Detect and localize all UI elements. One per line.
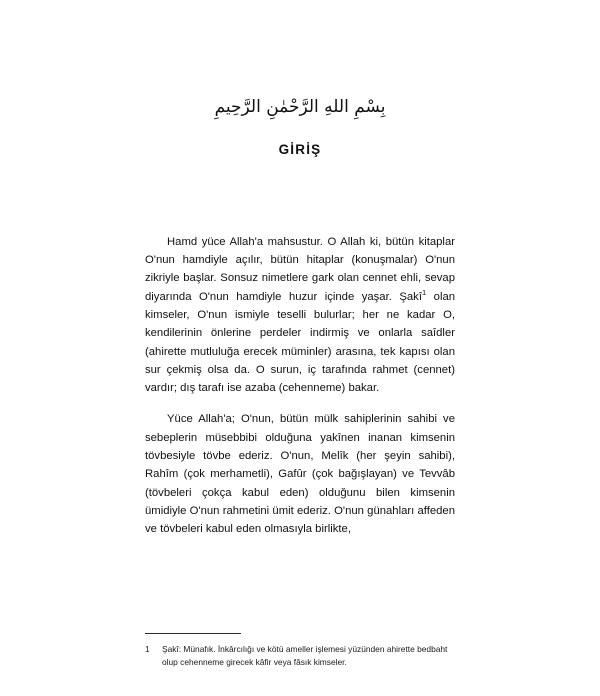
document-page [0, 96, 600, 696]
footnote-marker[interactable]: 1 [421, 287, 427, 297]
paragraph-text-cont: olan kimseler, O'nun ismiyle teselli bulurlar; her ne kadar O, kendilerinin önlerine perdeler indirmiş ve onlarla saîdler (ahirette mutluluğa erecek müminler) arasına, tek kapısı olan sur çekmiş olsa da. O surun, iç tarafında rahmet (cennet) vardır; dış tarafı ise azaba (cehenneme) bakar. [145, 290, 456, 395]
chapter-title: GİRİŞ [278, 141, 322, 157]
paragraph-text: Yüce Allah'a; O'nun, bütün mülk sahiplerinin sahibi ve sebeplerin müsebbibi olduğuna yakînen inanan kimsenin tövbesiyle tövbe ederiz. O'nun, Melîk (her şeyin sahibi), Rahîm (çok merhametli), Gafûr (çok bağışlayan) ve Tevvâb (tövbeleri çokça kabul eden) olduğunu bilen kimsenin ümidiyle O'nun rahmetini ümit ederiz. O'nun günahları affeden ve tövbeleri kabul eden olmasıyla birlikte, [145, 413, 455, 536]
footnote-number: 1 [145, 643, 150, 654]
paragraph-text: Hamd yüce Allah'a mahsustur. O Allah ki, bütün kitaplar O'nun hamdiyle açılır, bütün hitaplar (konuşmalar) O'nun zikriyle başlar. Sonsuz nimetlere gark olan cennet ehli, sevap diyarında O'nun hamdiyle huzur içinde yaşar. Şakî [145, 235, 455, 303]
footnote-section [145, 633, 455, 670]
paragraph [145, 410, 455, 538]
footnote-divider [145, 633, 241, 634]
footnote-item [145, 643, 455, 670]
body-text [145, 233, 455, 539]
basmala-heading: بِسْمِ اللهِ الرَّحْمٰنِ الرَّحِيمِ [214, 97, 386, 117]
footnote-text: Şakî: Münafık. İnkârcılığı ve kötü ameller işlemesi yüzünden ahirette bedbaht olup cehenneme girecek kâfir veya fâsık kimseler. [162, 643, 448, 668]
paragraph [145, 233, 455, 398]
